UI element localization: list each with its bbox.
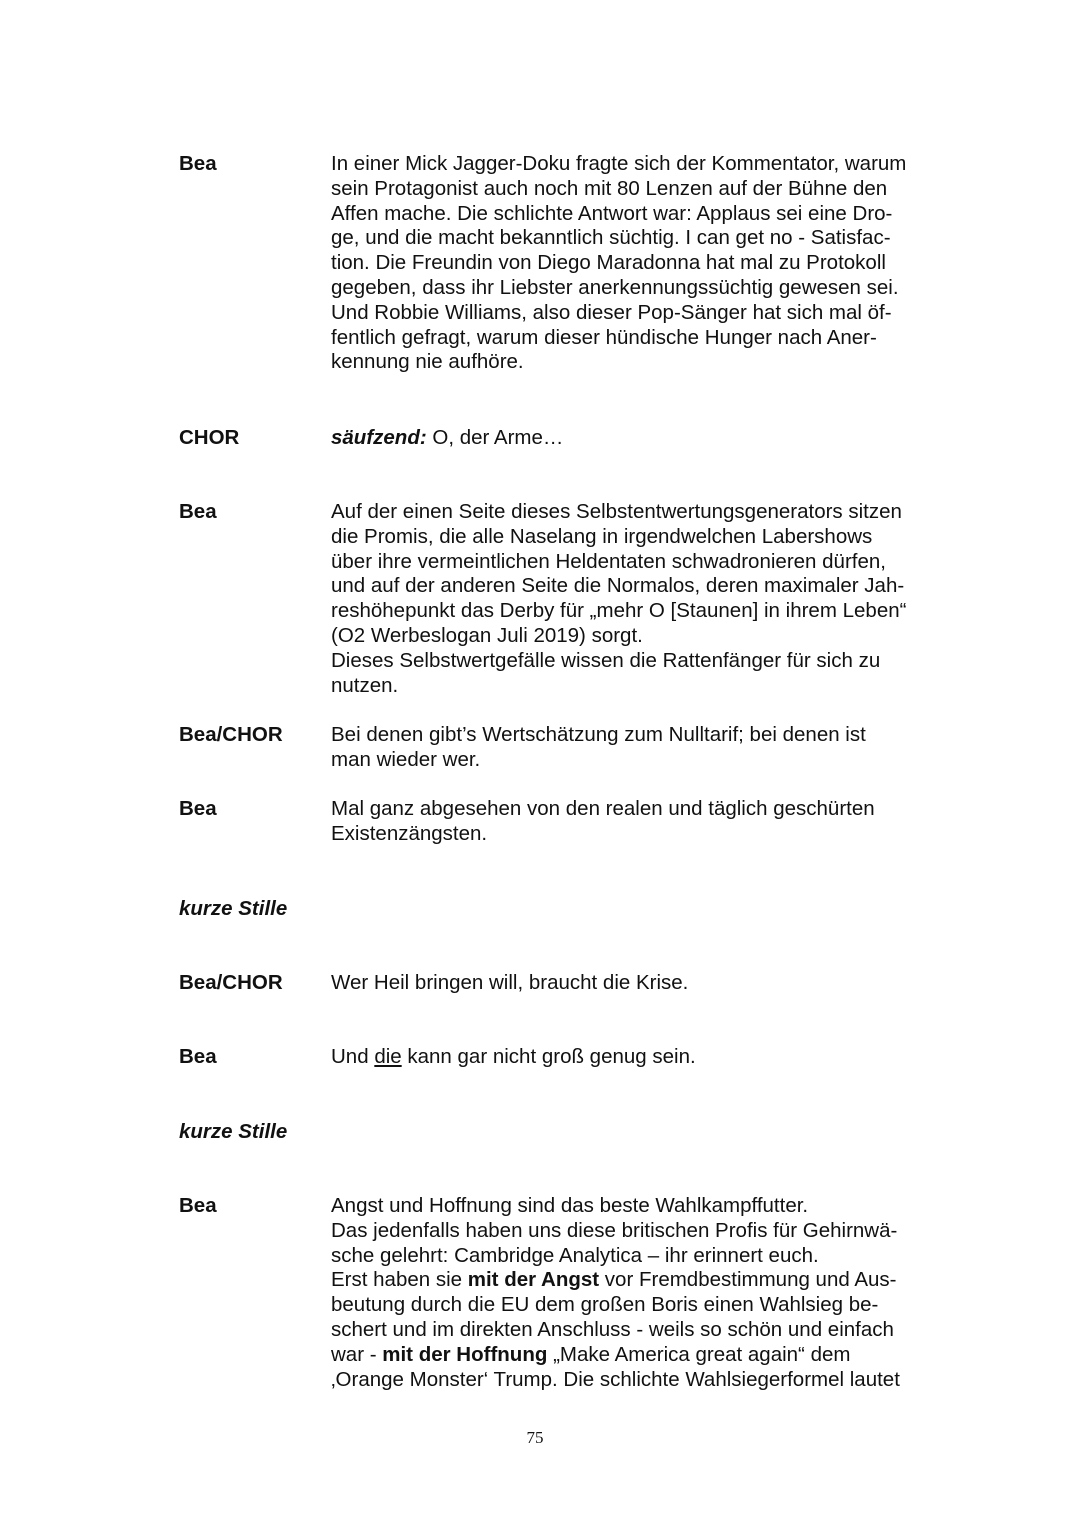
text-line: Wer Heil bringen will, braucht die Krise. — [331, 971, 689, 994]
dialogue-text — [331, 1045, 951, 1070]
text-line: Angst und Hoffnung sind das beste Wahlkampffutter. — [331, 1194, 809, 1217]
dialogue-text — [331, 426, 951, 451]
stage-direction: säufzend: — [331, 426, 427, 449]
text-line: ‚Orange Monster‘ Trump. Die schlichte Wahlsiegerformel lautet — [331, 1367, 900, 1391]
speaker-name: Bea/CHOR — [179, 971, 283, 994]
dialogue-text — [331, 500, 951, 698]
stage-direction: kurze Stille — [179, 1120, 288, 1143]
text-line: schert und im direkten Anschluss - weils so schön und einfach — [331, 1317, 894, 1341]
speaker-name: Bea — [179, 1045, 217, 1068]
speaker-name: Bea — [179, 1194, 217, 1217]
text-line — [331, 1045, 951, 1070]
text-run: war - — [331, 1342, 383, 1366]
dialogue-text — [331, 1194, 951, 1392]
text-line: (O2 Werbeslogan Juli 2019) sorgt. — [331, 623, 643, 647]
speaker-name: Bea — [179, 797, 217, 820]
text-line: die Promis, die alle Naselang in irgendwelchen Labershows — [331, 524, 873, 548]
text-line: sche gelehrt: Cambridge Analytica – ihr erinnert euch. — [331, 1243, 819, 1267]
text-line: In einer Mick Jagger-Doku fragte sich der Kommentator, warum — [331, 152, 907, 175]
text-line: Und Robbie Williams, also dieser Pop-Sänger hat sich mal öf- — [331, 300, 892, 324]
text-line: und auf der anderen Seite die Normalos, deren maximaler Jah- — [331, 574, 905, 598]
dialogue-text — [331, 971, 951, 996]
text-line: tion. Die Freundin von Diego Maradonna hat mal zu Protokoll — [331, 251, 886, 275]
text-line: Dieses Selbstwertgefälle wissen die Rattenfänger für sich zu — [331, 648, 881, 672]
text-line: ge, und die macht bekanntlich süchtig. I can get no - Satisfac- — [331, 226, 891, 250]
text-run: „Make America great again“ dem — [547, 1342, 851, 1366]
stage-direction: kurze Stille — [179, 897, 288, 920]
text-line: fentlich gefragt, warum dieser hündische Hunger nach Aner- — [331, 325, 877, 349]
dialogue-text — [331, 152, 951, 375]
text-run: Erst haben sie — [331, 1268, 468, 1292]
speaker-name: Bea/CHOR — [179, 723, 283, 746]
text-line: Existenzängsten. — [331, 821, 488, 845]
speaker-name: Bea — [179, 500, 217, 523]
text-line — [331, 426, 951, 451]
bold-phrase: mit der Angst — [467, 1268, 600, 1292]
page-number: 75 — [526, 1428, 544, 1447]
text-line: über ihre vermeintlichen Heldentaten schwadronieren dürfen, — [331, 549, 886, 573]
speaker-name: CHOR — [179, 426, 240, 449]
text-line: man wieder wer. — [331, 747, 481, 771]
text-run: vor Fremdbestimmung und Aus- — [599, 1268, 897, 1292]
text-line — [331, 1343, 951, 1368]
dialogue-text — [331, 723, 951, 773]
text-line: reshöhepunkt das Derby für „mehr O [Staunen] in ihrem Leben“ — [331, 599, 907, 623]
dialogue-text — [331, 797, 951, 847]
text-line: gegeben, dass ihr Liebster anerkennungssüchtig gewesen sei. — [331, 275, 899, 299]
text-line: sein Protagonist auch noch mit 80 Lenzen auf der Bühne den — [331, 176, 888, 200]
bold-phrase: mit der Hoffnung — [382, 1342, 548, 1366]
text-run: Und — [331, 1045, 375, 1068]
text-run: kann gar nicht groß genug sein. — [401, 1045, 696, 1068]
underlined-word: die — [374, 1045, 402, 1068]
text-line: Affen mache. Die schlichte Antwort war: Applaus sei eine Dro- — [331, 201, 893, 225]
speaker-name: Bea — [179, 152, 217, 175]
text-run: O, der Arme… — [426, 426, 564, 449]
text-line — [331, 1268, 951, 1293]
text-line: beutung durch die EU dem großen Boris einen Wahlsieg be- — [331, 1293, 879, 1317]
text-line: Mal ganz abgesehen von den realen und täglich geschürten — [331, 797, 875, 820]
text-line: kennung nie aufhöre. — [331, 350, 524, 374]
text-line: nutzen. — [331, 673, 399, 697]
text-line: Bei denen gibt’s Wertschätzung zum Nulltarif; bei denen ist — [331, 723, 866, 746]
text-line: Das jedenfalls haben uns diese britischen Profis für Gehirnwä- — [331, 1218, 898, 1242]
text-line: Auf der einen Seite dieses Selbstentwertungsgenerators sitzen — [331, 500, 902, 523]
